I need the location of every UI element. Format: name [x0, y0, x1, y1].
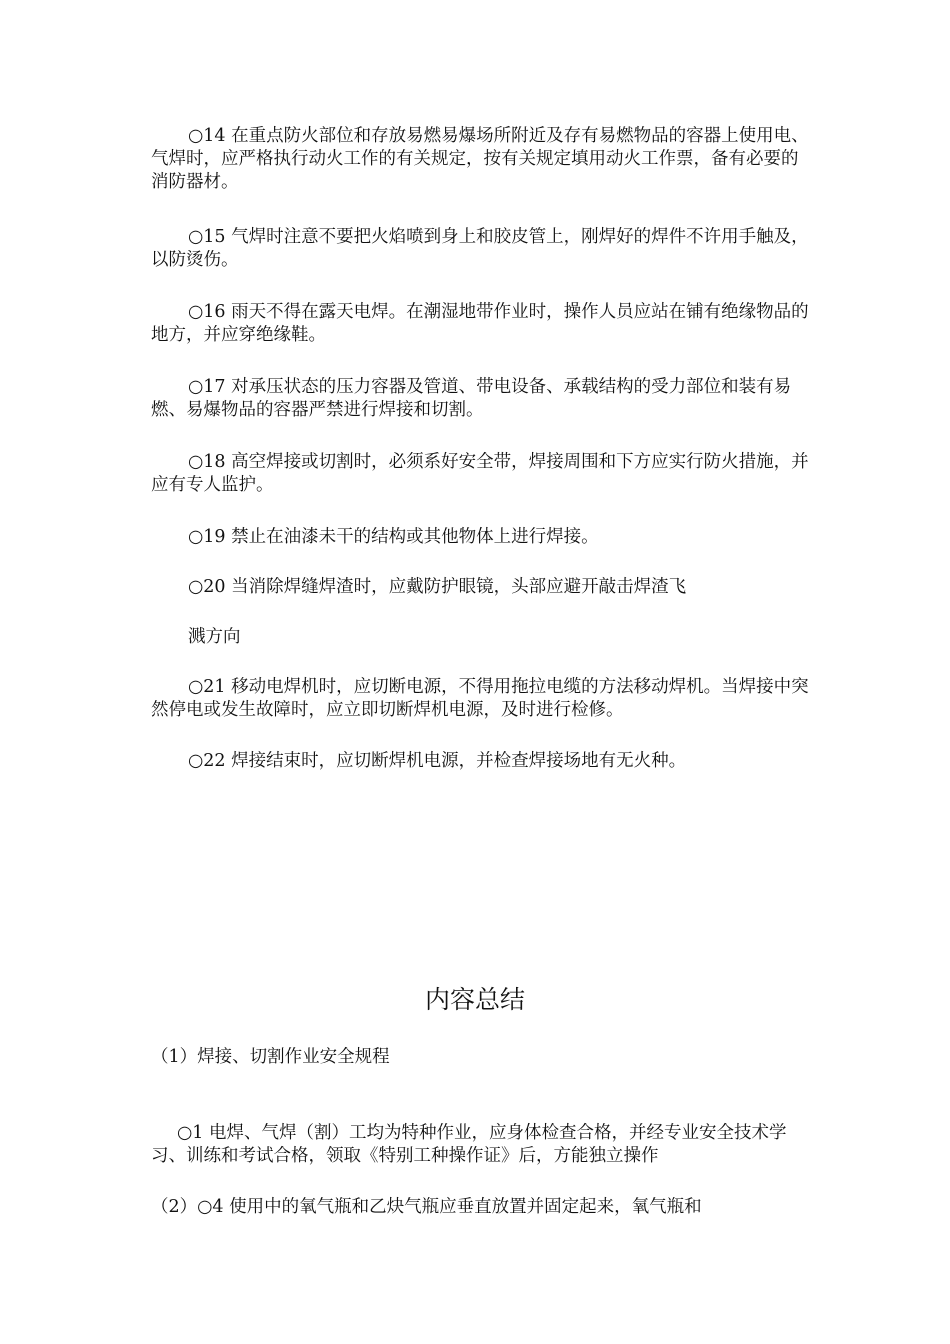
summary-item-2: （2）○4 使用中的氧气瓶和乙炔气瓶应垂直放置并固定起来，氧气瓶和 — [151, 1197, 702, 1217]
paragraph-14: ○14 在重点防火部位和存放易燃易爆场所附近及存有易燃物品的容器上使用电、气焊时，应严格执行动火工作的有关规定，按有关规定填用动火工作票，备有必要的消防器材。 — [151, 126, 809, 192]
paragraph-18: ○18 高空焊接或切割时，必须系好安全带，焊接周围和下方应实行防火措施，并应有专人监护。 — [151, 452, 809, 495]
paragraph-16: ○16 雨天不得在露天电焊。在潮湿地带作业时，操作人员应站在铺有绝缘物品的地方，并应穿绝缘鞋。 — [151, 302, 809, 345]
paragraph-20-continued: 溅方向 — [188, 627, 241, 647]
paragraph-19: ○19 禁止在油漆未干的结构或其他物体上进行焊接。 — [188, 527, 599, 547]
paragraph-21: ○21 移动电焊机时，应切断电源，不得用拖拉电缆的方法移动焊机。当焊接中突然停电或发生故障时，应立即切断焊机电源，及时进行检修。 — [151, 677, 809, 720]
summary-title: 内容总结 — [424, 985, 525, 1014]
paragraph-15: ○15 气焊时注意不要把火焰喷到身上和胶皮管上，刚焊好的焊件不许用手触及，以防烫伤。 — [151, 227, 809, 270]
paragraph-20: ○20 当消除焊缝焊渣时，应戴防护眼镜，头部应避开敲击焊渣飞 — [188, 577, 687, 597]
paragraph-22: ○22 焊接结束时，应切断焊机电源，并检查焊接场地有无火种。 — [188, 751, 687, 771]
summary-item-1: （1）焊接、切割作业安全规程 — [151, 1047, 390, 1067]
paragraph-17: ○17 对承压状态的压力容器及管道、带电设备、承载结构的受力部位和装有易燃、易爆物品的容器严禁进行焊接和切割。 — [151, 377, 792, 420]
summary-item-1-detail: ○1 电焊、气焊（割）工均为特种作业，应身体检查合格，并经专业安全技术学习、训练和考试合格，领取《特别工种操作证》后，方能独立操作 — [151, 1123, 787, 1166]
